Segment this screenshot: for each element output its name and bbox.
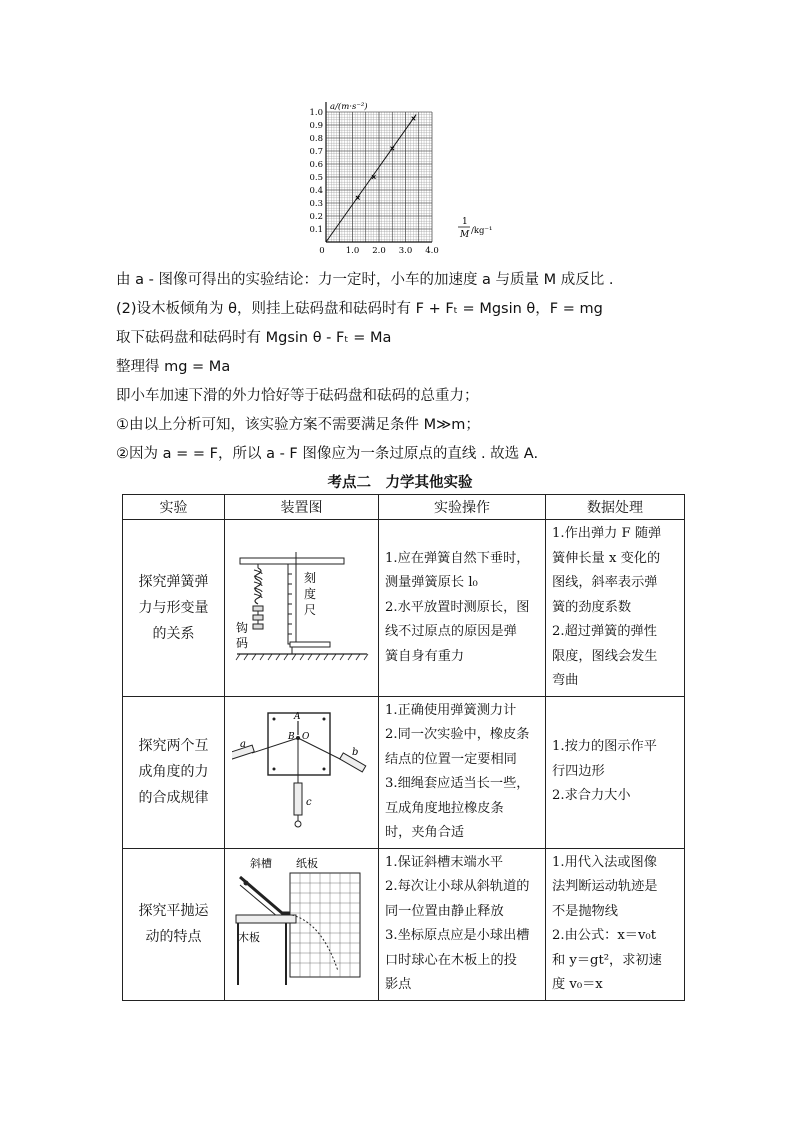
y-tick-label: 0.5 [309, 173, 323, 183]
operation-line: 1.正确使用弹簧测力计 [385, 702, 517, 718]
experiment-name: 探究弹簧弹力与形变量的关系 [123, 520, 225, 697]
x-frac-den: M [460, 230, 470, 240]
paragraph-incline: (2)设木板倾角为 θ，则挂上砝码盘和砝码时有 F + Fₜ = Mgsin θ，F = mg [116, 301, 603, 317]
spring-apparatus-cell [225, 520, 379, 697]
label-weight-1: 钩 [235, 620, 248, 635]
table-row [123, 848, 685, 1000]
operation-cell [379, 520, 546, 697]
operation-line: 3.细绳套应适当长一些， [385, 776, 530, 791]
processing-cell [546, 696, 685, 848]
projectile-apparatus-diagram [232, 855, 372, 990]
operation-line: 2.水平放置时测原长，图 [385, 599, 530, 615]
header-processing: 数据处理 [546, 495, 685, 520]
y-tick-label: 0.1 [309, 225, 323, 235]
processing-line: 1.按力的图示作平 [552, 739, 657, 755]
label-ruler-1: 刻 [303, 570, 316, 585]
processing-line: 2.超过弹簧的弹性 [552, 624, 657, 639]
processing-line: 2.由公式：x＝v₀t [552, 928, 656, 943]
processing-cell [546, 848, 685, 1000]
table-header-row [123, 495, 685, 520]
paragraph-total-gravity: 即小车加速下滑的外力恰好等于砝码盘和砝码的总重力； [116, 388, 479, 404]
processing-line: 弯曲 [552, 673, 579, 688]
x-tick-label: 3.0 [398, 246, 413, 256]
operation-line: 1.应在弹簧自然下垂时， [385, 550, 530, 566]
x-frac-num: 1 [462, 217, 468, 227]
processing-line: 不是抛物线 [552, 903, 618, 919]
y-tick-label: 0.8 [309, 134, 323, 144]
x-axis-label: /kg⁻¹ [471, 226, 493, 236]
operation-line: 互成角度地拉橡皮条 [385, 800, 504, 816]
y-tick-label: 0.2 [309, 212, 323, 222]
label-string-a: a [239, 739, 246, 750]
y-axis-label: a/(m·s⁻²) [330, 102, 368, 112]
y-tick-labels [309, 108, 323, 235]
processing-line: 2.求合力大小 [552, 788, 631, 804]
label-point-o: O [301, 732, 309, 742]
paragraph-remove-weights: 取下砝码盘和砝码时有 Mgsin θ - Fₜ = Ma [116, 330, 392, 346]
processing-line: 度 v₀＝x [552, 977, 603, 992]
operation-line: 2.同一次实验中，橡皮条 [385, 727, 530, 742]
processing-line: 行四边形 [552, 763, 605, 779]
x-tick-label: 4.0 [425, 246, 439, 256]
label-paper-board: 纸板 [295, 856, 318, 870]
header-operation: 实验操作 [379, 495, 546, 520]
operation-line: 结点的位置一定要相同 [385, 751, 517, 767]
section-title: 考点二 力学其他实验 [327, 475, 473, 491]
experiments-table [122, 494, 685, 1001]
y-tick-label: 1.0 [309, 108, 323, 118]
label-string-b: b [351, 747, 358, 758]
header-apparatus: 装置图 [225, 495, 379, 520]
y-tick-label: 0.3 [309, 199, 323, 209]
force-composition-cell [225, 696, 379, 848]
operation-line: 1.保证斜槽末端水平 [385, 854, 504, 870]
x-tick-label: 1.0 [345, 246, 360, 256]
processing-line: 1.作出弹力 F 随弹 [552, 526, 662, 541]
paragraph-condition: ①由以上分析可知，该实验方案不需要满足条件 M≫m； [116, 417, 480, 433]
operation-line: 2.每次让小球从斜轨道的 [385, 879, 530, 894]
operation-line: 线不过原点的原因是弹 [385, 624, 517, 639]
x-tick-labels [319, 246, 438, 256]
experiment-name: 探究两个互成角度的力的合成规律 [123, 696, 225, 848]
operation-line: 口时球心在木板上的投 [385, 952, 517, 968]
force-composition-diagram [232, 705, 372, 835]
processing-line: 法判断运动轨迹是 [552, 879, 658, 894]
processing-line: 限度，图线会发生 [552, 648, 658, 664]
y-tick-label: 0.9 [309, 121, 323, 131]
x-tick-label: 0 [319, 246, 325, 256]
operation-line: 同一位置由静止释放 [385, 903, 504, 919]
table-row [123, 520, 685, 697]
label-string-c: c [305, 797, 312, 808]
paragraph-conclusion: 由 a - 图像可得出的实验结论：力一定时，小车的加速度 a 与质量 M 成反比 . [116, 272, 614, 288]
operation-cell [379, 696, 546, 848]
header-experiment: 实验 [123, 495, 225, 520]
paragraph-answer: ②因为 a = = F，所以 a - F 图像应为一条过原点的直线 . 故选 A. [116, 446, 539, 462]
operation-line: 影点 [385, 977, 412, 992]
processing-cell [546, 520, 685, 697]
processing-line: 簧伸长量 x 变化的 [552, 550, 661, 566]
processing-line: 和 y＝gt²，求初速 [552, 952, 662, 968]
operation-line: 测量弹簧原长 l₀ [385, 575, 478, 590]
operation-cell [379, 848, 546, 1000]
projectile-apparatus-cell [225, 848, 379, 1000]
x-tick-label: 2.0 [372, 246, 386, 256]
experiment-name: 探究平抛运动的特点 [123, 848, 225, 1000]
spring-apparatus-diagram [232, 546, 372, 666]
operation-line: 簧自身有重力 [385, 648, 465, 664]
label-point-a: A [293, 712, 300, 722]
y-tick-label: 0.6 [309, 160, 323, 170]
processing-line: 图线，斜率表示弹 [552, 575, 658, 590]
label-wood-board: 木板 [237, 930, 260, 944]
operation-line: 时，夹角合适 [385, 825, 465, 840]
processing-line: 簧的劲度系数 [552, 599, 632, 615]
label-ruler-3: 尺 [303, 602, 316, 617]
paragraph-simplify: 整理得 mg = Ma [116, 359, 231, 375]
label-ruler-2: 度 [303, 586, 316, 601]
label-point-b: B [287, 732, 295, 742]
operation-line: 3.坐标原点应是小球出槽 [385, 928, 530, 943]
y-tick-label: 0.7 [309, 147, 323, 157]
processing-line: 1.用代入法或图像 [552, 854, 657, 870]
label-chute: 斜槽 [249, 856, 272, 870]
y-tick-label: 0.4 [309, 186, 323, 196]
label-weight-2: 码 [235, 635, 248, 650]
a-vs-inverse-mass-graph [286, 92, 506, 262]
table-row [123, 696, 685, 848]
